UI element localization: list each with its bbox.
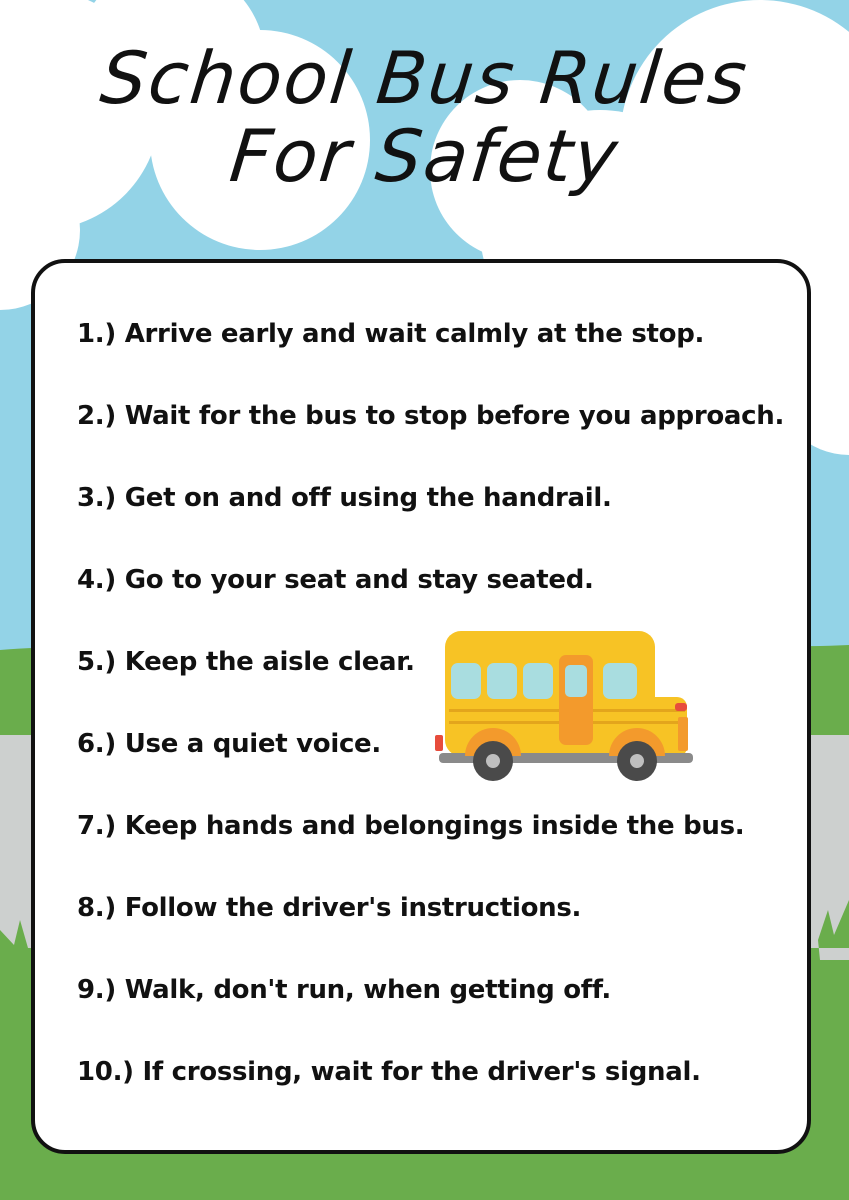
rule-item: 5.) Keep the aisle clear.: [77, 647, 415, 677]
rule-item: 3.) Get on and off using the handrail.: [77, 483, 612, 513]
bus-light: [675, 703, 687, 711]
rules-card: [31, 259, 811, 1154]
bus-tail-light: [435, 735, 443, 751]
bus-window: [451, 663, 481, 699]
rule-item: 4.) Go to your seat and stay seated.: [77, 565, 594, 595]
bus-window: [487, 663, 517, 699]
rule-item: 2.) Wait for the bus to stop before you approach.: [77, 401, 785, 431]
bus-hubcap: [486, 754, 500, 768]
title-line-2: For Safety: [226, 113, 624, 198]
school-bus-icon: [435, 625, 700, 790]
bus-hubcap: [630, 754, 644, 768]
bus-grille: [678, 717, 688, 751]
poster-title: [0, 36, 849, 198]
rule-item: 7.) Keep hands and belongings inside the bus.: [77, 811, 745, 841]
rule-item: 1.) Arrive early and wait calmly at the stop.: [77, 319, 705, 349]
rule-item: 9.) Walk, don't run, when getting off.: [77, 975, 611, 1005]
bus-window: [523, 663, 553, 699]
rule-item: 10.) If crossing, wait for the driver's signal.: [77, 1057, 701, 1087]
bus-door-window: [565, 665, 587, 697]
rule-item: 6.) Use a quiet voice.: [77, 729, 381, 759]
rule-item: 8.) Follow the driver's instructions.: [77, 893, 582, 923]
title-line-1: School Bus Rules: [96, 36, 753, 120]
bus-window: [603, 663, 637, 699]
